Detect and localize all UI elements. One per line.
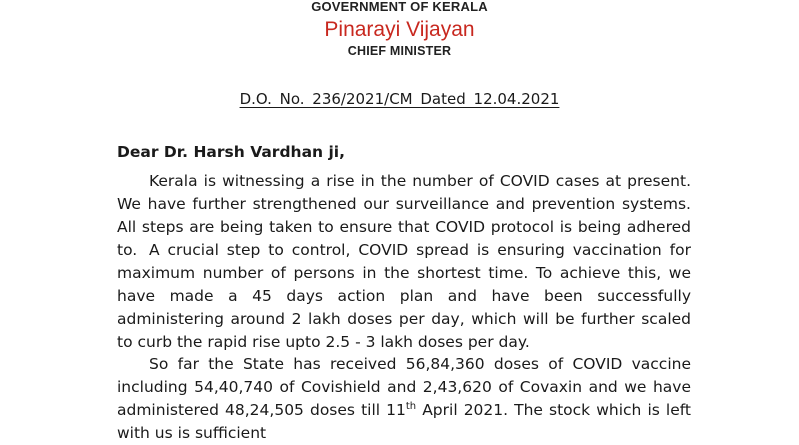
government-heading: GOVERNMENT OF KERALA (311, 0, 488, 14)
paragraph-3 (117, 353, 691, 445)
chief-minister-name: Pinarayi Vijayan (324, 18, 475, 41)
ordinal-superscript: th (405, 400, 417, 412)
paragraph-3-text-b: April 2021. The stock which is left with us is sufficient (117, 401, 691, 442)
reference-number: D.O. No. 236/2021/CM Dated 12.04.2021 (239, 90, 560, 108)
chief-minister-title: CHIEF MINISTER (347, 44, 452, 58)
salutation: Dear Dr. Harsh Vardhan ji, (117, 143, 345, 161)
reference-line (0, 90, 799, 108)
paragraph-2: A crucial step to control, COVID spread is ensuring vaccination for maximum number of persons in the shortest time. To achieve this, we have made a 45 days action plan and have been successfully administering around 2 lakh doses per day, which will be further scaled to curb the rapid rise upto 2.5 - 3 lakh doses per day. (117, 241, 691, 351)
paragraph-3-text-a: So far the State has received 56,84,360 doses of COVID vaccine including 54,40,740 of Covishield and 2,43,620 of Covaxin and we have administered 48,24,505 doses till 11 (117, 355, 691, 419)
paragraph-1: Kerala is witnessing a rise in the number of COVID cases at present. We have further strengthened our surveillance and prevention systems. All steps are being taken to ensure that COVID protocol is being adhered to. (117, 172, 691, 259)
